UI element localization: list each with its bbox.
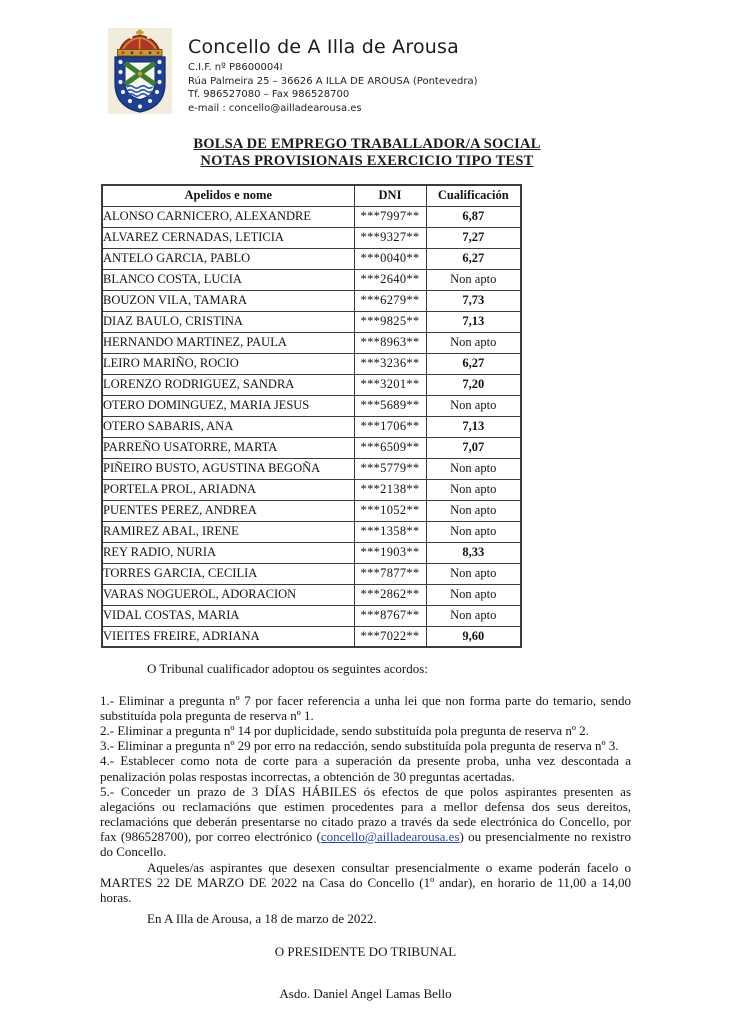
table-row (102, 500, 521, 521)
table-row (102, 395, 521, 416)
acordo-item: 3.- Eliminar a pregunta nº 29 por erro na redacción, sendo substituída pola pregunta de reserva nº 3. (100, 738, 619, 754)
name-cell: BOUZON VILA, TAMARA (102, 290, 354, 311)
name-cell: DIAZ BAULO, CRISTINA (102, 311, 354, 332)
dni-cell: ***5689** (354, 395, 426, 416)
dni-cell: ***6509** (354, 437, 426, 458)
consult-paragraph: Aqueles/as aspirantes que desexen consultar presencialmente o exame poderán facelo o MARTES 22 DE MARZO DE 2022 na Casa do Concello (1º andar), en horario de 11,00 a 14,00 horas. (100, 860, 631, 906)
score-cell: 9,60 (426, 626, 521, 647)
dni-cell: ***8767** (354, 605, 426, 626)
table-row (102, 269, 521, 290)
dni-cell: ***2640** (354, 269, 426, 290)
table-row (102, 332, 521, 353)
org-name: Concello de A Illa de Arousa (188, 36, 459, 58)
body-text (100, 661, 631, 1001)
score-cell: Non apto (426, 521, 521, 542)
name-cell: REY RADIO, NURIA (102, 542, 354, 563)
table-row (102, 584, 521, 605)
dni-cell: ***7997** (354, 206, 426, 227)
results-table-body (102, 206, 521, 647)
name-cell: OTERO DOMINGUEZ, MARIA JESUS (102, 395, 354, 416)
score-cell: 6,27 (426, 353, 521, 374)
acordo-text: 5.- Conceder un prazo de 3 DÍAS HÁBILES ós efectos de que polos aspirantes presenten as alegacións ou reclamacións que estimen procedentes para a mellor defensa dos seus dereitos, reclamacións que deberán presentarse no citado prazo a través da sede electrónica do Concello, por fax (986528700), por correo electrónico ( (100, 783, 631, 844)
score-cell: 7,13 (426, 416, 521, 437)
col-header-name: Apelidos e nome (102, 185, 354, 206)
dni-cell: ***2138** (354, 479, 426, 500)
letterhead-text (188, 28, 478, 115)
acordos-list (100, 693, 631, 859)
dni-cell: ***2862** (354, 584, 426, 605)
date-line: En A Illa de Arousa, a 18 de marzo de 2022. (147, 911, 377, 927)
acordo-item: 2.- Eliminar a pregunta nº 14 por duplicidade, sendo substituída pola pregunta de reserva nº 2. (100, 723, 589, 739)
table-row (102, 416, 521, 437)
email-link[interactable]: concello@ailladearousa.es (320, 828, 460, 844)
dni-cell: ***9825** (354, 311, 426, 332)
results-table (101, 184, 522, 648)
name-cell: LEIRO MARIÑO, ROCIO (102, 353, 354, 374)
score-cell: 7,20 (426, 374, 521, 395)
table-row (102, 542, 521, 563)
dni-cell: ***9327** (354, 227, 426, 248)
score-cell: 7,73 (426, 290, 521, 311)
table-row (102, 353, 521, 374)
table-row (102, 458, 521, 479)
score-cell: 6,27 (426, 248, 521, 269)
intro-line: O Tribunal cualificador adoptou os seguintes acordos: (147, 661, 428, 676)
table-row (102, 437, 521, 458)
org-email: e-mail : concello@ailladearousa.es (188, 102, 362, 114)
col-header-score: Cualificación (426, 185, 521, 206)
doc-title-line2: NOTAS PROVISIONAIS EXERCICIO TIPO TEST (200, 153, 534, 169)
table-row (102, 311, 521, 332)
dni-cell: ***0040** (354, 248, 426, 269)
score-cell: 8,33 (426, 542, 521, 563)
name-cell: TORRES GARCIA, CECILIA (102, 563, 354, 584)
table-row (102, 290, 521, 311)
table-row (102, 248, 521, 269)
name-cell: PUENTES PEREZ, ANDREA (102, 500, 354, 521)
acordo-item: 4.- Establecer como nota de corte para a superación da presente proba, unha vez descontada a penalización polas respostas incorrectas, a obtención de 30 preguntas acertadas. (100, 753, 631, 784)
score-cell: 7,27 (426, 227, 521, 248)
name-cell: BLANCO COSTA, LUCIA (102, 269, 354, 290)
acordo-item: 1.- Eliminar a pregunta nº 7 por facer referencia a unha lei que non forma parte do temario, sendo substituída pola pregunta de reserva nº 1. (100, 693, 631, 724)
table-row (102, 521, 521, 542)
name-cell: ALONSO CARNICERO, ALEXANDRE (102, 206, 354, 227)
table-row (102, 605, 521, 626)
score-cell: Non apto (426, 458, 521, 479)
table-row (102, 227, 521, 248)
dni-cell: ***7877** (354, 563, 426, 584)
dni-cell: ***1903** (354, 542, 426, 563)
dni-cell: ***1358** (354, 521, 426, 542)
col-header-dni: DNI (354, 185, 426, 206)
score-cell: Non apto (426, 500, 521, 521)
name-cell: VARAS NOGUEROL, ADORACION (102, 584, 354, 605)
table-row (102, 374, 521, 395)
dni-cell: ***5779** (354, 458, 426, 479)
score-cell: Non apto (426, 269, 521, 290)
name-cell: ANTELO GARCIA, PABLO (102, 248, 354, 269)
table-row (102, 626, 521, 647)
dni-cell: ***7022** (354, 626, 426, 647)
dni-cell: ***6279** (354, 290, 426, 311)
score-cell: 6,87 (426, 206, 521, 227)
org-address: Rúa Palmeira 25 – 36626 A ILLA DE AROUSA (Pontevedra) (188, 75, 478, 87)
name-cell: PIÑEIRO BUSTO, AGUSTINA BEGOÑA (102, 458, 354, 479)
org-phone-fax: Tf. 986527080 – Fax 986528700 (188, 89, 350, 100)
acordo-text: ) ou presencialmente no rexistro do Concello. (100, 828, 631, 860)
doc-title (100, 136, 634, 170)
letterhead (108, 28, 478, 115)
name-cell: VIEITES FREIRE, ADRIANA (102, 626, 354, 647)
name-cell: PARREÑO USATORRE, MARTA (102, 437, 354, 458)
table-row (102, 206, 521, 227)
dni-cell: ***1052** (354, 500, 426, 521)
org-cif: C.I.F. nº P8600004I (188, 62, 283, 73)
signature-line: Asdo. Daniel Angel Lamas Bello (279, 985, 452, 1001)
acordo-item (100, 784, 631, 859)
table-row (102, 479, 521, 500)
score-cell: 7,13 (426, 311, 521, 332)
score-cell: Non apto (426, 395, 521, 416)
name-cell: VIDAL COSTAS, MARIA (102, 605, 354, 626)
dni-cell: ***8963** (354, 332, 426, 353)
score-cell: Non apto (426, 584, 521, 605)
score-cell: Non apto (426, 332, 521, 353)
name-cell: ALVAREZ CERNADAS, LETICIA (102, 227, 354, 248)
dni-cell: ***1706** (354, 416, 426, 437)
score-cell: Non apto (426, 563, 521, 584)
table-header-row (102, 185, 521, 206)
score-cell: 7,07 (426, 437, 521, 458)
name-cell: OTERO SABARIS, ANA (102, 416, 354, 437)
table-row (102, 563, 521, 584)
municipal-coat-of-arms-icon (108, 28, 172, 114)
score-cell: Non apto (426, 479, 521, 500)
dni-cell: ***3236** (354, 353, 426, 374)
name-cell: HERNANDO MARTINEZ, PAULA (102, 332, 354, 353)
doc-title-line1: BOLSA DE EMPREGO TRABALLADOR/A SOCIAL (193, 136, 541, 152)
dni-cell: ***3201** (354, 374, 426, 395)
name-cell: PORTELA PROL, ARIADNA (102, 479, 354, 500)
name-cell: RAMIREZ ABAL, IRENE (102, 521, 354, 542)
name-cell: LORENZO RODRIGUEZ, SANDRA (102, 374, 354, 395)
president-line: O PRESIDENTE DO TRIBUNAL (274, 943, 457, 959)
score-cell: Non apto (426, 605, 521, 626)
